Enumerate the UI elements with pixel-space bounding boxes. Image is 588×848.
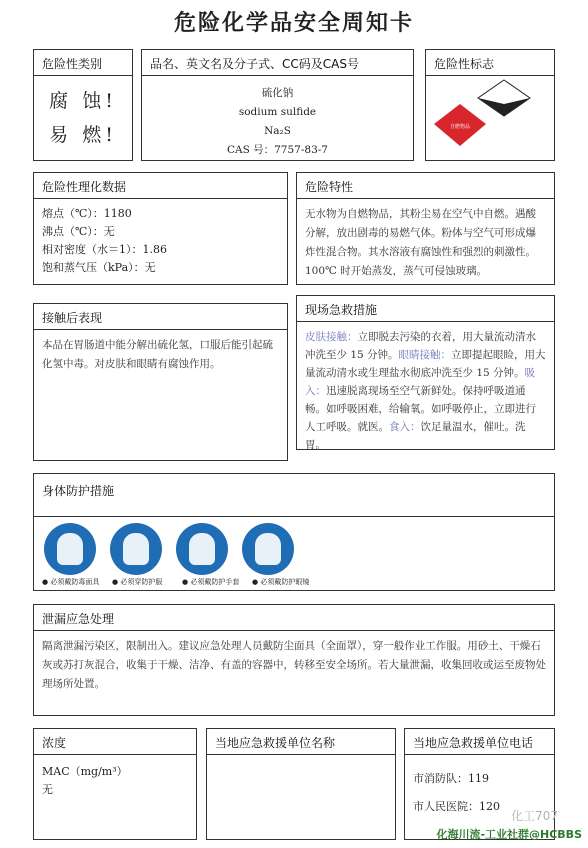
physchem-header: 危险性理化数据 [34,173,287,199]
product-cn-name: 硫化钠 [261,87,294,99]
skin-text: 立即脱去污染的衣着，用大量流动清水冲洗至少 15 分钟。 [305,331,536,361]
protection-header: 身体防护措施 [42,484,115,498]
hazard-flammable: 易 燃! [49,124,117,146]
caption-suit: ● 必须穿防护服 [112,578,163,586]
product-en-name: sodium sulfide [238,106,317,118]
mac-value: 无 [42,783,53,796]
card-title: 危险化学品安全周知卡 [173,11,414,36]
protective-goggles-icon [242,523,294,575]
inhale-text: 迅速脱离现场至空气新鲜处。保持呼吸道通畅。如呼吸困难，给输氧。如呼吸停止，立即进行人工呼吸。就医。 [305,385,536,433]
svg-text:自燃物品: 自燃物品 [449,124,471,130]
hazard-category-box [33,49,133,161]
hazard-props-header: 危险特性 [297,173,554,199]
contact-box [33,303,288,461]
gas-mask-icon [44,523,96,575]
protection-box [33,473,555,591]
contact-text: 本品在胃肠道中能分解出硫化氢，口服后能引起硫化氢中毒。对皮肤和眼睛有腐蚀作用。 [42,339,273,370]
ingest-text: 饮足量温水，催吐。洗胃。 [305,421,526,451]
boiling-point: 沸点（℃）：无 [42,225,115,238]
hospital-phone: 市人民医院：120 [413,800,500,813]
concentration-box [33,728,197,840]
fire-phone: 市消防队：119 [413,772,489,785]
first-aid-box [296,295,555,450]
protective-suit-icon [110,523,162,575]
leak-text: 隔离泄漏污染区，限制出入。建议应急处理人员戴防尘面具（全面罩），穿一般作业工作服。用砂土、干燥石灰或苏打灰混合，收集于干燥、洁净、有盖的容器中，转移至安全场所。若大量泄漏，收集回收或运至废物处理场所处置。 [42,640,546,690]
hazard-sign-box [425,49,555,161]
product-formula: Na₂S [264,125,291,137]
caption-goggles: ● 必须戴防护眼镜 [252,578,310,586]
first-aid-header: 现场急救措施 [297,296,554,322]
hazard-sign-header: 危险性标志 [426,50,554,76]
ingest-label: 食入： [389,421,421,433]
rescue-phone-header: 当地应急救援单位电话 [405,729,554,755]
hazard-props-text: 无水物为自燃物品，其粉尘易在空气中自燃。遇酸分解，放出剧毒的易燃气体。粉体与空气可形成爆炸性混合物。其水溶液有腐蚀性和强烈的刺激性。100℃ 时开始蒸发，蒸气可侵蚀玻璃。 [305,208,536,277]
hazard-category-header: 危险性类别 [34,50,132,76]
vapor-pressure: 饱和蒸气压（kPa）：无 [42,261,156,274]
relative-density: 相对密度（水＝1）：1.86 [42,243,167,256]
hazard-props-box [296,172,555,285]
concentration-header: 浓度 [34,729,196,755]
protective-gloves-icon [176,523,228,575]
mac-label: MAC（mg/m³） [42,765,128,778]
caption-gas-mask: ● 必须戴防毒面具 [42,578,100,586]
product-box [141,49,414,161]
eye-text: 立即提起眼睑，用大量流动清水或生理盐水彻底冲洗至少 15 分钟。 [305,349,546,379]
product-cas: CAS 号：7757-83-7 [226,144,328,156]
leak-header: 泄漏应急处理 [34,605,554,631]
watermark-bottom: 化海川流-工业社群@HCBBS [436,828,582,841]
hazard-diamond-icons [426,76,554,156]
contact-header: 接触后表现 [34,304,287,330]
skin-label: 皮肤接触： [305,331,358,343]
caption-gloves: ● 必须戴防护手套 [182,578,240,586]
inhale-label: 吸入： [305,367,536,397]
rescue-unit-box [206,728,396,840]
watermark-top: 化工707 [511,809,558,823]
product-header: 品名、英文名及分子式、CC码及CAS号 [142,50,413,76]
physchem-box [33,172,288,285]
rescue-unit-header: 当地应急救援单位名称 [207,729,395,755]
hazard-corrosive: 腐 蚀! [49,90,117,112]
leak-box [33,604,555,716]
first-aid-text [297,322,554,460]
melting-point: 熔点（℃）：1180 [42,207,132,220]
eye-label: 眼睛接触： [398,349,452,361]
